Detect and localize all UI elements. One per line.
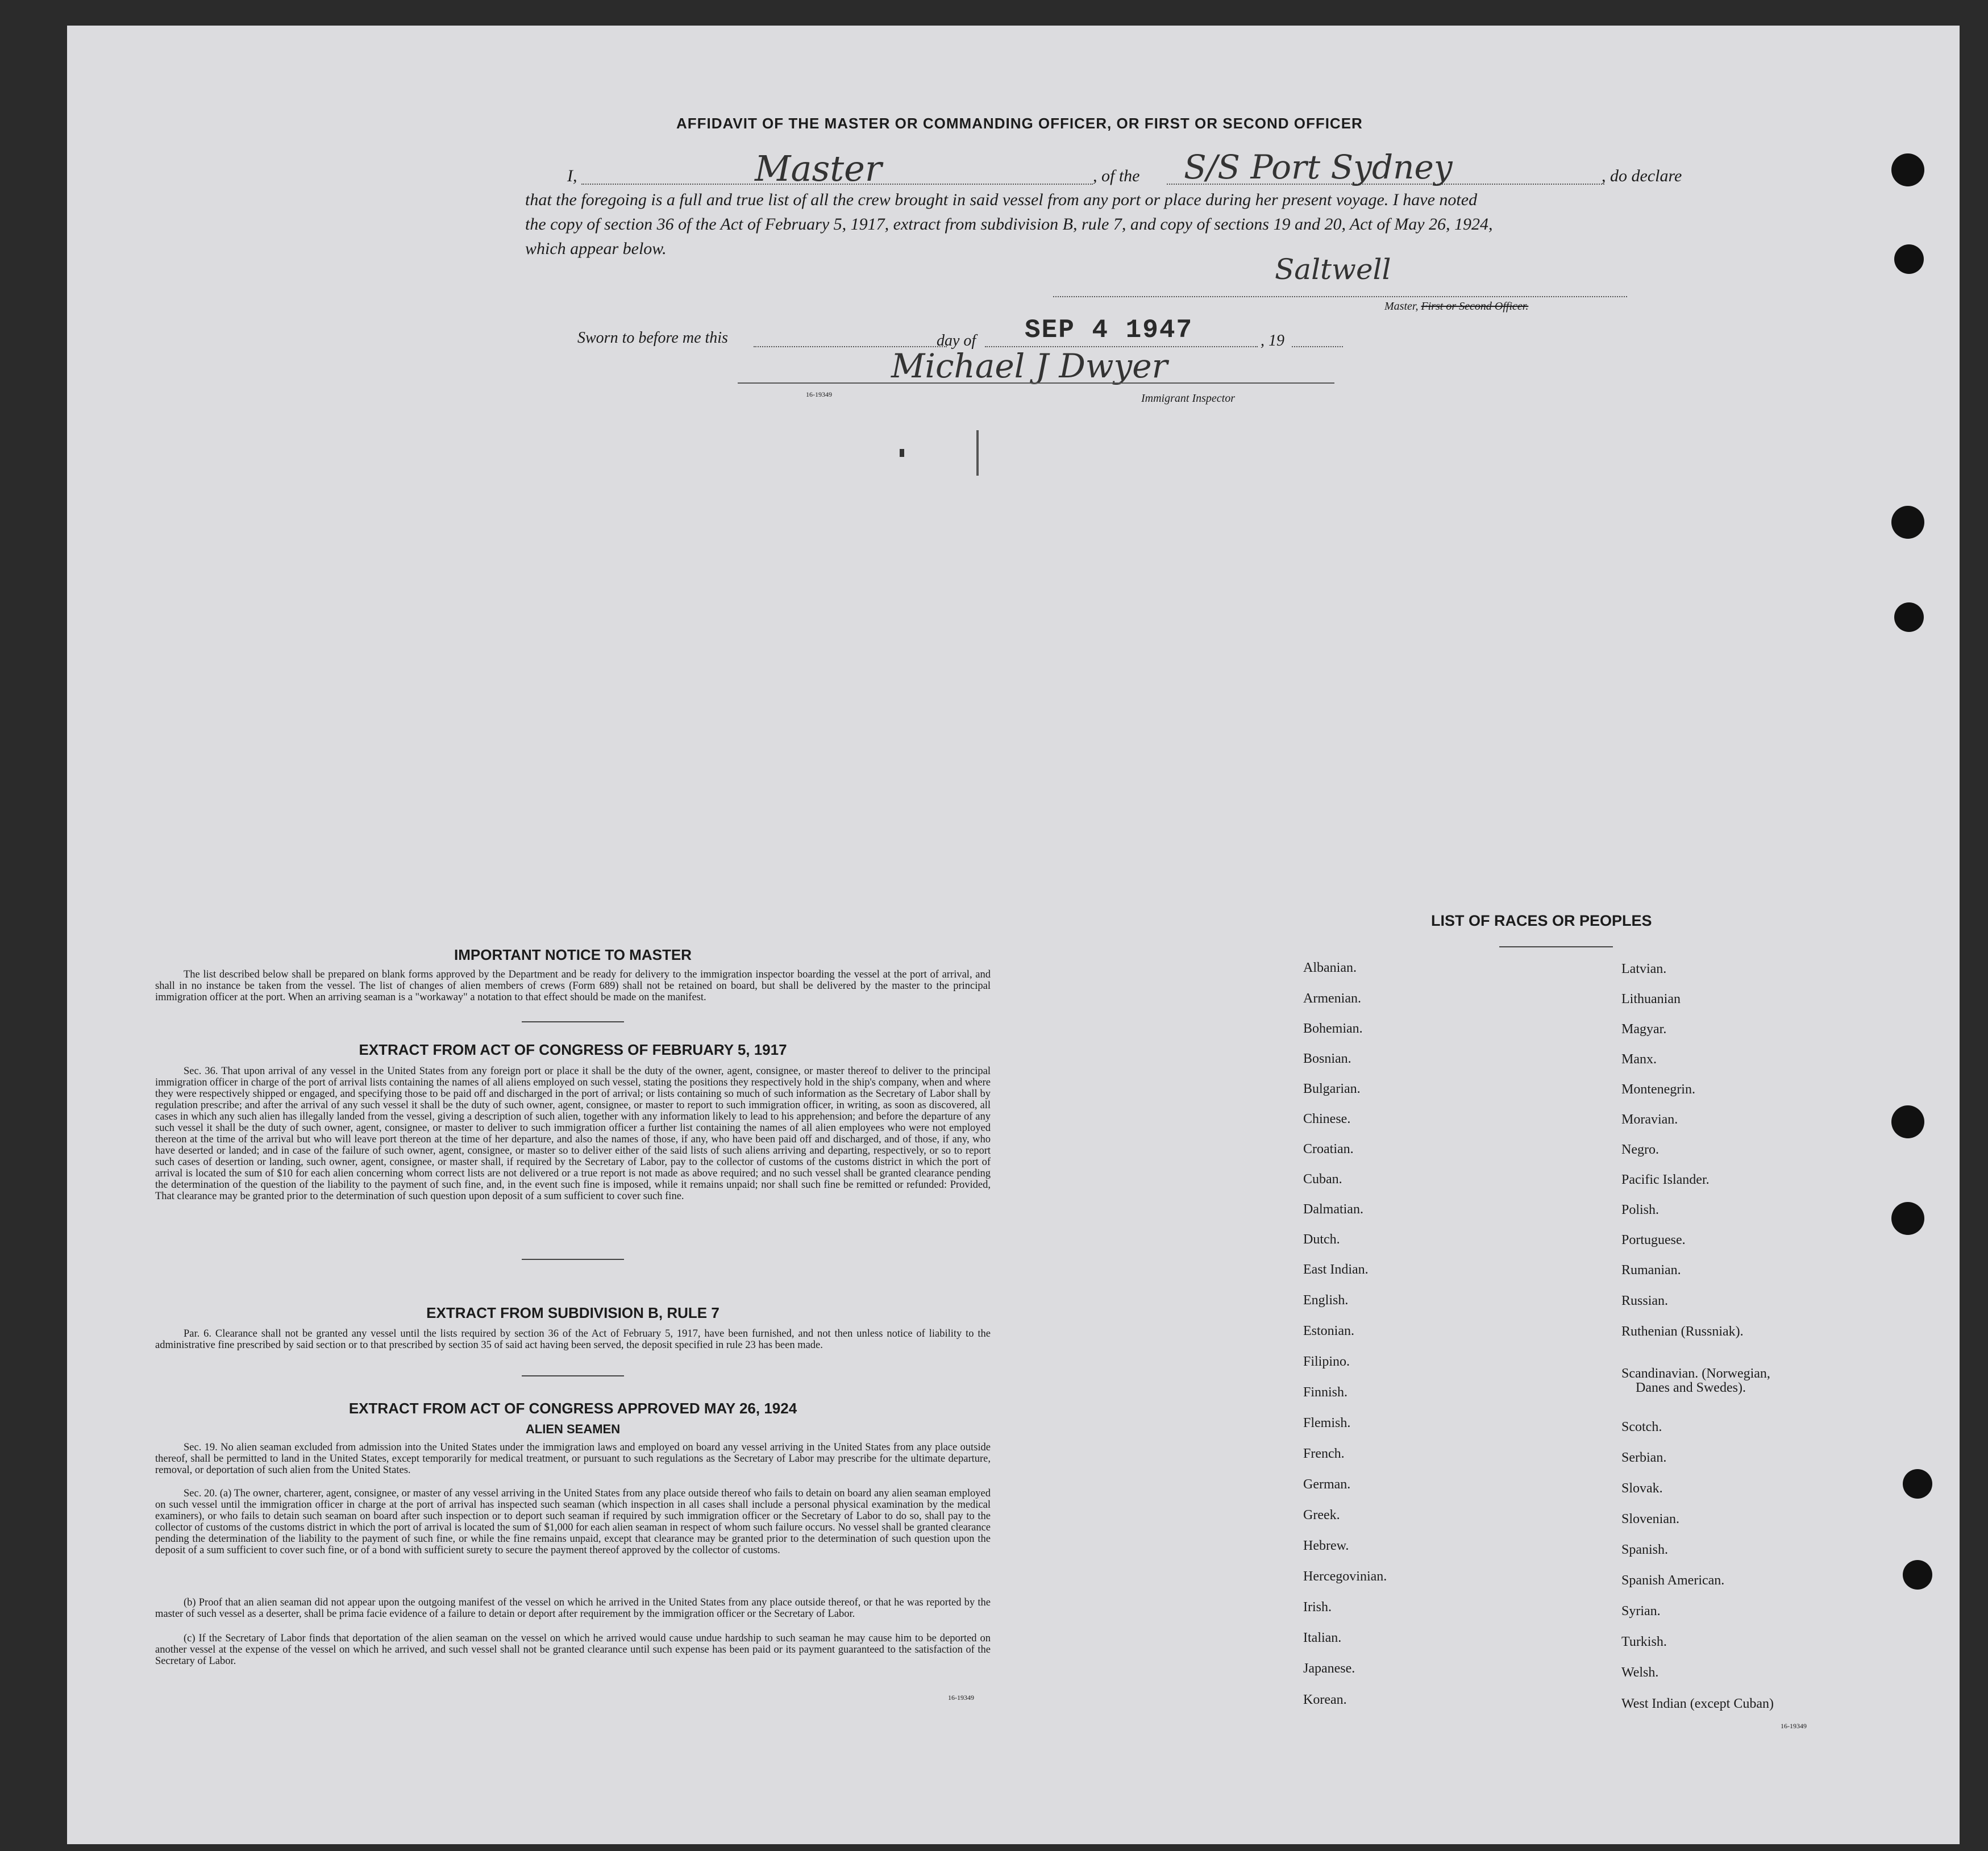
sec20a-text: Sec. 20. (a) The owner, charterer, agent, consignee, or master of any vessel arriving in the United States from any place outside thereof who fails to detain on board any alien seaman employed on such vessel until the immigration officer in charge at the port of arrival has inspected such seaman (which inspection in all cases shall include a personal physical examination by the medical examiners), or who fails to detain such seaman on board after such inspection or to deport such seaman if required by such immigration officer or the Secretary of Labor to do so, shall pay to the collector of customs of the customs district in which the port of arrival is located the sum of $1,000 for each alien seaman in respect of whom such failure occurs. No vessel shall be granted clearance pending the determination of the liability to the payment of such fine, or while the fine remains unpaid, except that clearance may be granted prior to the determination of such question upon the deposit of a sum sufficient to cover such fine, or of a bond with sufficient surety to secure the payment thereof approved by the collector of customs. [155, 1488, 991, 1556]
of-the-label: , of the [1093, 167, 1140, 185]
race-item: Bosnian. [1303, 1051, 1351, 1066]
punch-hole [1891, 506, 1924, 539]
race-item: Finnish. [1303, 1385, 1348, 1400]
race-item: Estonian. [1303, 1324, 1354, 1338]
race-item: Chinese. [1303, 1112, 1351, 1126]
rule7-heading: EXTRACT FROM SUBDIVISION B, RULE 7 [426, 1304, 719, 1321]
punch-hole [1903, 1560, 1932, 1590]
punch-hole [1891, 1105, 1924, 1138]
race-item: Magyar. [1621, 1022, 1667, 1037]
do-declare-label: , do declare [1602, 167, 1682, 185]
signature-line [1053, 296, 1627, 297]
races-heading: LIST OF RACES OR PEOPLES [1431, 912, 1652, 929]
race-item: Italian. [1303, 1630, 1342, 1645]
section-rule [522, 1259, 624, 1260]
race-item: Moravian. [1621, 1112, 1678, 1127]
race-item: Pacific Islander. [1621, 1172, 1710, 1187]
race-item: Turkish. [1621, 1634, 1667, 1649]
race-item: Albanian. [1303, 960, 1357, 975]
race-item: Latvian. [1621, 962, 1667, 976]
race-item: Spanish American. [1621, 1573, 1725, 1588]
punch-hole [1891, 153, 1924, 186]
master-officer-label [1384, 300, 1528, 313]
ink-mark [976, 430, 979, 476]
notice-heading: IMPORTANT NOTICE TO MASTER [454, 946, 692, 963]
race-item: Hebrew. [1303, 1538, 1349, 1553]
race-item: Ruthenian (Russniak). [1621, 1324, 1744, 1339]
date-stamp: SEP 4 1947 [1025, 315, 1193, 345]
master-label-prefix: Master, [1384, 300, 1421, 313]
day-of-label: day of [937, 332, 976, 350]
section-rule [522, 1021, 624, 1022]
race-item: Montenegrin. [1621, 1082, 1695, 1097]
affidavit-title: AFFIDAVIT OF THE MASTER OR COMMANDING OFFICER, OR FIRST OR SECOND OFFICER [676, 115, 1363, 132]
race-item: West Indian (except Cuban) [1621, 1696, 1774, 1711]
race-item: Slovenian. [1621, 1512, 1679, 1526]
extract-1924-heading: EXTRACT FROM ACT OF CONGRESS APPROVED MAY 26, 1924 [348, 1400, 797, 1417]
races-rule [1499, 946, 1613, 947]
inspector-line [738, 382, 1334, 384]
sec19-text: Sec. 19. No alien seaman excluded from admission into the United States under the immigration laws and employed on board any vessel arriving in the United States from any place outside thereof, shall be permitted to land in the United States, except temporarily for medical treatment, or pursuant to such regulations as the Secretary of Labor may prescribe for the ultimate departure, removal, or deportation of such alien from the United States. [155, 1442, 991, 1476]
race-item: Dutch. [1303, 1232, 1340, 1247]
race-item: Syrian. [1621, 1604, 1661, 1619]
document-sheet [67, 26, 1960, 1844]
affidavit-body-3: which appear below. [525, 239, 667, 258]
race-item: Manx. [1621, 1052, 1657, 1067]
race-item: Croatian. [1303, 1142, 1354, 1157]
inspector-signature: Michael J Dwyer [891, 347, 1168, 385]
alien-seamen-heading: ALIEN SEAMEN [525, 1422, 621, 1436]
year-label: , 19 [1261, 332, 1284, 350]
race-item: Scandinavian. (Norwegian, [1621, 1366, 1770, 1381]
race-item: Polish. [1621, 1203, 1660, 1217]
year-line [1292, 346, 1343, 347]
punch-hole [1891, 1202, 1924, 1235]
race-item: Greek. [1303, 1508, 1340, 1523]
punch-hole [1894, 602, 1924, 632]
race-item: Russian. [1621, 1293, 1669, 1308]
race-item: Bohemian. [1303, 1021, 1363, 1036]
i-label: I, [567, 167, 577, 185]
race-item: English. [1303, 1293, 1349, 1308]
races-form-code: 16-19349 [1781, 1722, 1807, 1730]
punch-hole [1903, 1469, 1932, 1499]
race-item: Danes and Swedes). [1636, 1380, 1746, 1395]
race-item: Slovak. [1621, 1481, 1663, 1496]
race-item: Portuguese. [1621, 1233, 1686, 1247]
race-item: Korean. [1303, 1692, 1347, 1707]
race-item: Serbian. [1621, 1450, 1667, 1465]
race-item: Lithuanian [1621, 992, 1681, 1006]
vessel-handwriting: S/S Port Sydney [1184, 148, 1453, 186]
race-item: Welsh. [1621, 1665, 1659, 1680]
race-item: Dalmatian. [1303, 1202, 1363, 1217]
extract-1917-text: Sec. 36. That upon arrival of any vessel in the United States from any foreign port or place it shall be the duty of the owner, agent, consignee, or master thereof to deliver to the principal immigration officer in charge of the port of arrival lists containing the names of all aliens employed on such vessel, stating the positions they respectively hold in the ship's company, when and where they were respectively shipped or engaged, and specifying those to be paid off and discharged in the port of arrival; or lists containing so much of such information as the Secretary of Labor shall by regulation prescribe; and after the arrival of any such vessel it shall be the duty of such owner, agent, consignee, or master to report to such immigration officer, in writing, as soon as discovered, all cases in which any such alien has illegally landed from the vessel, giving a description of such alien, together with any information likely to lead to his apprehension; and before the departure of any such vessel it shall be the duty of such owner, agent, consignee, or master to deliver to such immigration officer a further list containing the names of all alien employees who were not employed thereon at the time of the arrival but who will leave port thereon at the time of her departure, and also the names of those, if any, who have been paid off and discharged, and of those, if any, who have deserted or landed; and in case of the failure of such owner, agent, consignee, or master so to deliver either of the said lists of such aliens arriving and departing, respectively, or so to report such cases of desertion or landing, such owner, agent, consignee, or master shall, if required by the Secretary of Labor, pay to the collector of customs of the customs district in which the port of arrival is located the sum of $10 for each alien concerning whom correct lists are not delivered or a true report is not made as above required; and no such vessel shall be granted clearance pending the determination of the question of the liability to the payment of such fine, and, in the event such fine is imposed, while it remains unpaid; nor shall such fine be remitted or refunded: Provided, That clearance may be granted prior to the determination of such question upon deposit of a sum sufficient to cover such fine. [155, 1066, 991, 1202]
race-item: Spanish. [1621, 1542, 1669, 1557]
master-signature: Saltwell [1275, 253, 1391, 286]
race-item: Filipino. [1303, 1354, 1350, 1369]
affidavit-body-2: the copy of section 36 of the Act of February 5, 1917, extract from subdivision B, rule 7, and copy of sections 19 and 20, Act of May 26, 1924, [525, 215, 1493, 234]
race-item: French. [1303, 1446, 1345, 1461]
punch-hole [1894, 244, 1924, 274]
race-item: Cuban. [1303, 1172, 1342, 1187]
struck-officer-label: First or Second Officer. [1421, 300, 1529, 313]
race-item: Irish. [1303, 1600, 1332, 1615]
affidavit-form-code: 16-19349 [806, 390, 832, 398]
race-item: German. [1303, 1477, 1351, 1492]
ink-mark [900, 449, 904, 457]
notice-text: The list described below shall be prepared on blank forms approved by the Department and be ready for delivery to the immigration inspector boarding the vessel at the port of arrival, and shall in no instance be taken from the vessel. The list of changes of alien members of crews (Form 689) shall not be retained on board, but shall be delivered by the master to the principal immigration officer at the port. When an arriving seaman is a "workaway" a notation to that effect should be made on the manifest. [155, 969, 991, 1003]
race-item: Armenian. [1303, 991, 1361, 1006]
inspector-label: Immigrant Inspector [1141, 392, 1235, 405]
rule7-text: Par. 6. Clearance shall not be granted any vessel until the lists required by section 36 of the Act of February 5, 1917, have been furnished, and not then unless notice of liability to the administrative fine prescribed by said section or to that prescribed by section 35 of said act having been served, the deposit specified in rule 23 has been made. [155, 1328, 991, 1351]
master-handwriting: Master [755, 148, 882, 189]
race-item: Scotch. [1621, 1420, 1662, 1434]
sec20c-text: (c) If the Secretary of Labor finds that deportation of the alien seaman on the vessel on which he arrived would cause undue hardship to such seaman he may cause him to be deported on another vessel at the expense of the vessel on which he arrived, and such vessel shall not be granted clearance until such expense has been paid or its payment guaranteed to the satisfaction of the Secretary of Labor. [155, 1633, 991, 1667]
race-item: Negro. [1621, 1142, 1659, 1157]
sec20b-text: (b) Proof that an alien seaman did not appear upon the outgoing manifest of the vessel on which he arrived in the United States from any place outside thereof, or that he was reported by the master of such vessel as a deserter, shall be prima facie evidence of a failure to detain or deport after requirement by the immigration officer or the Secretary of Labor. [155, 1597, 991, 1620]
race-item: Bulgarian. [1303, 1082, 1361, 1096]
race-item: East Indian. [1303, 1262, 1369, 1277]
race-item: Flemish. [1303, 1416, 1351, 1430]
affidavit-body-1: that the foregoing is a full and true list of all the crew brought in said vessel from any port or place during her present voyage. I have noted [525, 190, 1478, 209]
race-item: Hercegovinian. [1303, 1569, 1387, 1584]
race-item: Japanese. [1303, 1661, 1355, 1676]
sworn-label: Sworn to before me this [577, 329, 728, 347]
extract-form-code: 16-19349 [948, 1694, 974, 1702]
race-item: Rumanian. [1621, 1263, 1681, 1278]
section-rule [522, 1375, 624, 1376]
extract-1917-heading: EXTRACT FROM ACT OF CONGRESS OF FEBRUARY 5, 1917 [359, 1041, 787, 1058]
